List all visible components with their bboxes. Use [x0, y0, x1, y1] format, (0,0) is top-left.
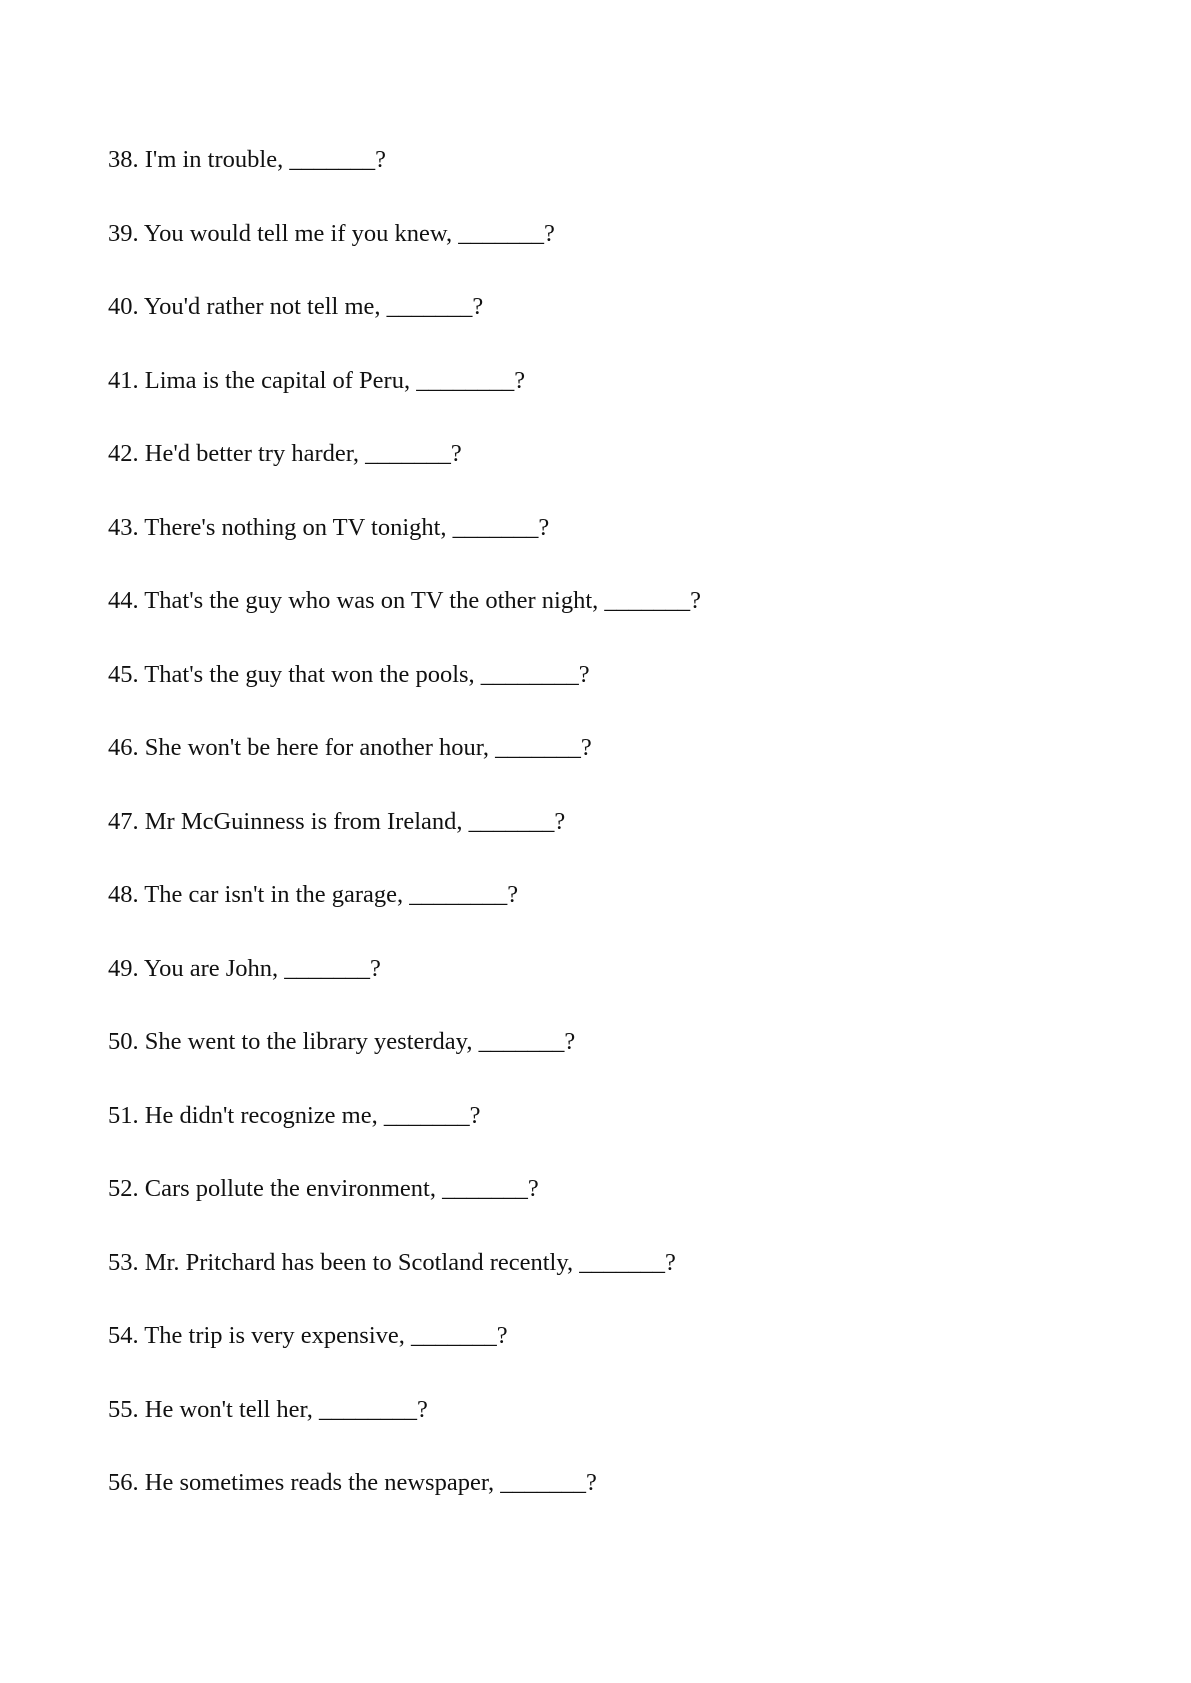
exercise-item-39: 39. You would tell me if you knew, _______? — [108, 219, 555, 247]
exercise-item-45: 45. That's the guy that won the pools, ________? — [108, 660, 590, 688]
question-tag-exercise-list — [108, 142, 701, 1539]
exercise-item-43: 43. There's nothing on TV tonight, _______? — [108, 513, 550, 541]
exercise-item-48: 48. The car isn't in the garage, ________? — [108, 881, 519, 908]
exercise-item-49: 49. You are John, _______? — [108, 954, 381, 982]
exercise-item-53: 53. Mr. Pritchard has been to Scotland recently, _______? — [108, 1248, 676, 1276]
exercise-item-38: 38. I'm in trouble, _______? — [108, 146, 386, 173]
exercise-item-46: 46. She won't be here for another hour, _______? — [108, 734, 592, 761]
exercise-item-54: 54. The trip is very expensive, _______? — [108, 1322, 508, 1349]
exercise-item-44: 44. That's the guy who was on TV the other night, _______? — [108, 587, 702, 614]
exercise-item-51: 51. He didn't recognize me, _______? — [108, 1101, 481, 1129]
exercise-item-47: 47. Mr McGuinness is from Ireland, _______? — [108, 807, 566, 835]
exercise-item-55: 55. He won't tell her, ________? — [108, 1395, 428, 1423]
exercise-item-40: 40. You'd rather not tell me, _______? — [108, 293, 484, 320]
exercise-item-52: 52. Cars pollute the environment, _______? — [108, 1175, 539, 1202]
exercise-item-56: 56. He sometimes reads the newspaper, _______? — [108, 1469, 597, 1496]
exercise-item-41: 41. Lima is the capital of Peru, ________? — [108, 366, 526, 394]
exercise-item-42: 42. He'd better try harder, _______? — [108, 440, 462, 467]
exercise-item-50: 50. She went to the library yesterday, _______? — [108, 1028, 576, 1055]
